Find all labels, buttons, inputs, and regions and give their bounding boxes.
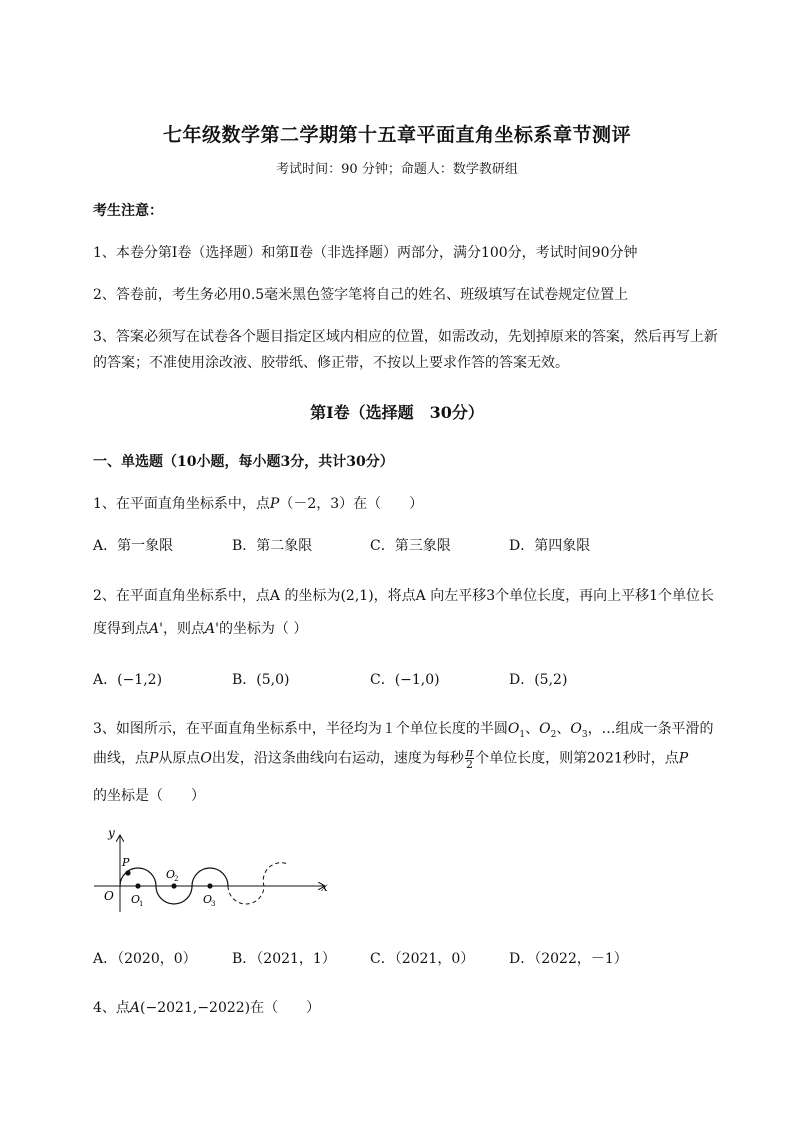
question-1-option-b: B．第二象限 [232,538,313,554]
question-2-option-d: D．(5,2) [509,672,568,688]
o3-subscript: 3 [211,900,216,908]
y-axis-label: y [108,826,115,840]
x-axis-label: x [321,880,328,894]
point-o3 [207,883,212,888]
origin-label: O [104,889,114,903]
question-4-stem: 4、点A(−2021,−2022)在（ ） [93,1000,321,1016]
notice-item-3-cont: 的答案；不准使用涂改液、胶带纸、修正带，不按以上要求作答的答案无效。 [93,355,569,371]
o1-label: O [131,893,141,906]
question-3-option-b: B．（2021，1） [232,951,336,967]
o2-label: O [166,868,176,881]
point-o2 [171,883,176,888]
question-3-option-c: C．（2021，0） [370,951,475,967]
question-3-figure [90,822,340,922]
fraction-pi-over-2: $\frac{\pi}{2}$ [465,746,474,771]
notice-item-1: 1、本卷分第Ⅰ卷（选择题）和第Ⅱ卷（非选择题）两部分，满分100分，考试时间90分钟 [93,245,638,261]
exam-title: 七年级数学第二学期第十五章平面直角坐标系章节测评 [162,124,631,146]
question-3-stem-line2: 曲线，点P从原点O出发，沿这条曲线向右运动，速度为每秒 $\frac{\pi}{2}$ 个单位长度，则第2021秒时，点P [93,746,689,771]
notice-item-3: 3、答案必须写在试卷各个题目指定区域内相应的位置，如需改动，先划掉原来的答案，然后再写上新 [93,329,718,345]
question-3-option-d: D．（2022，－1） [509,951,628,967]
p-label: P [122,856,130,869]
question-3-stem-line1: 3、如图所示，在平面直角坐标系中，半径均为１个单位长度的半圆$O_1$、$O_2$、$O_3$，…组成一条平滑的 [93,721,714,740]
question-3-stem-line3: 的坐标是（ ） [93,788,205,804]
notice-heading: 考生注意： [93,203,163,219]
o1-subscript: 1 [139,900,144,908]
point-p [125,870,130,875]
question-2-stem-line1: 2、在平面直角坐标系中，点A 的坐标为(2,1)，将点A 向左平移3个单位长度，再向上平移1个单位长 [93,588,715,604]
section-title: 第Ⅰ卷（选择题 30分） [310,403,484,422]
notice-item-2: 2、答卷前，考生务必用0.5毫米黑色签字笔将自己的姓名、班级填写在试卷规定位置上 [93,287,629,303]
o3-label: O [203,893,213,906]
question-1-stem: 1、在平面直角坐标系中，点P（－2，3）在（ ） [93,496,424,512]
question-1-option-a: A．第一象限 [93,538,174,554]
question-2-option-b: B．(5,0) [232,672,290,688]
question-1-option-c: C．第三象限 [370,538,451,554]
dashed-curve [228,863,288,904]
question-3-option-a: A．（2020，0） [93,951,197,967]
o2-subscript: 2 [174,875,179,883]
exam-subtitle: 考试时间：90 分钟；命题人：数学教研组 [276,162,518,177]
question-2-option-c: C．(−1,0) [370,672,440,688]
part-title: 一、单选题（10小题，每小题3分，共计30分） [93,454,394,470]
question-2-option-a: A．(−1,2) [93,672,163,688]
point-o1 [135,883,140,888]
question-1-option-d: D．第四象限 [509,538,591,554]
question-2-stem-line2: 度得到点A'，则点A'的坐标为（ ） [93,621,308,637]
